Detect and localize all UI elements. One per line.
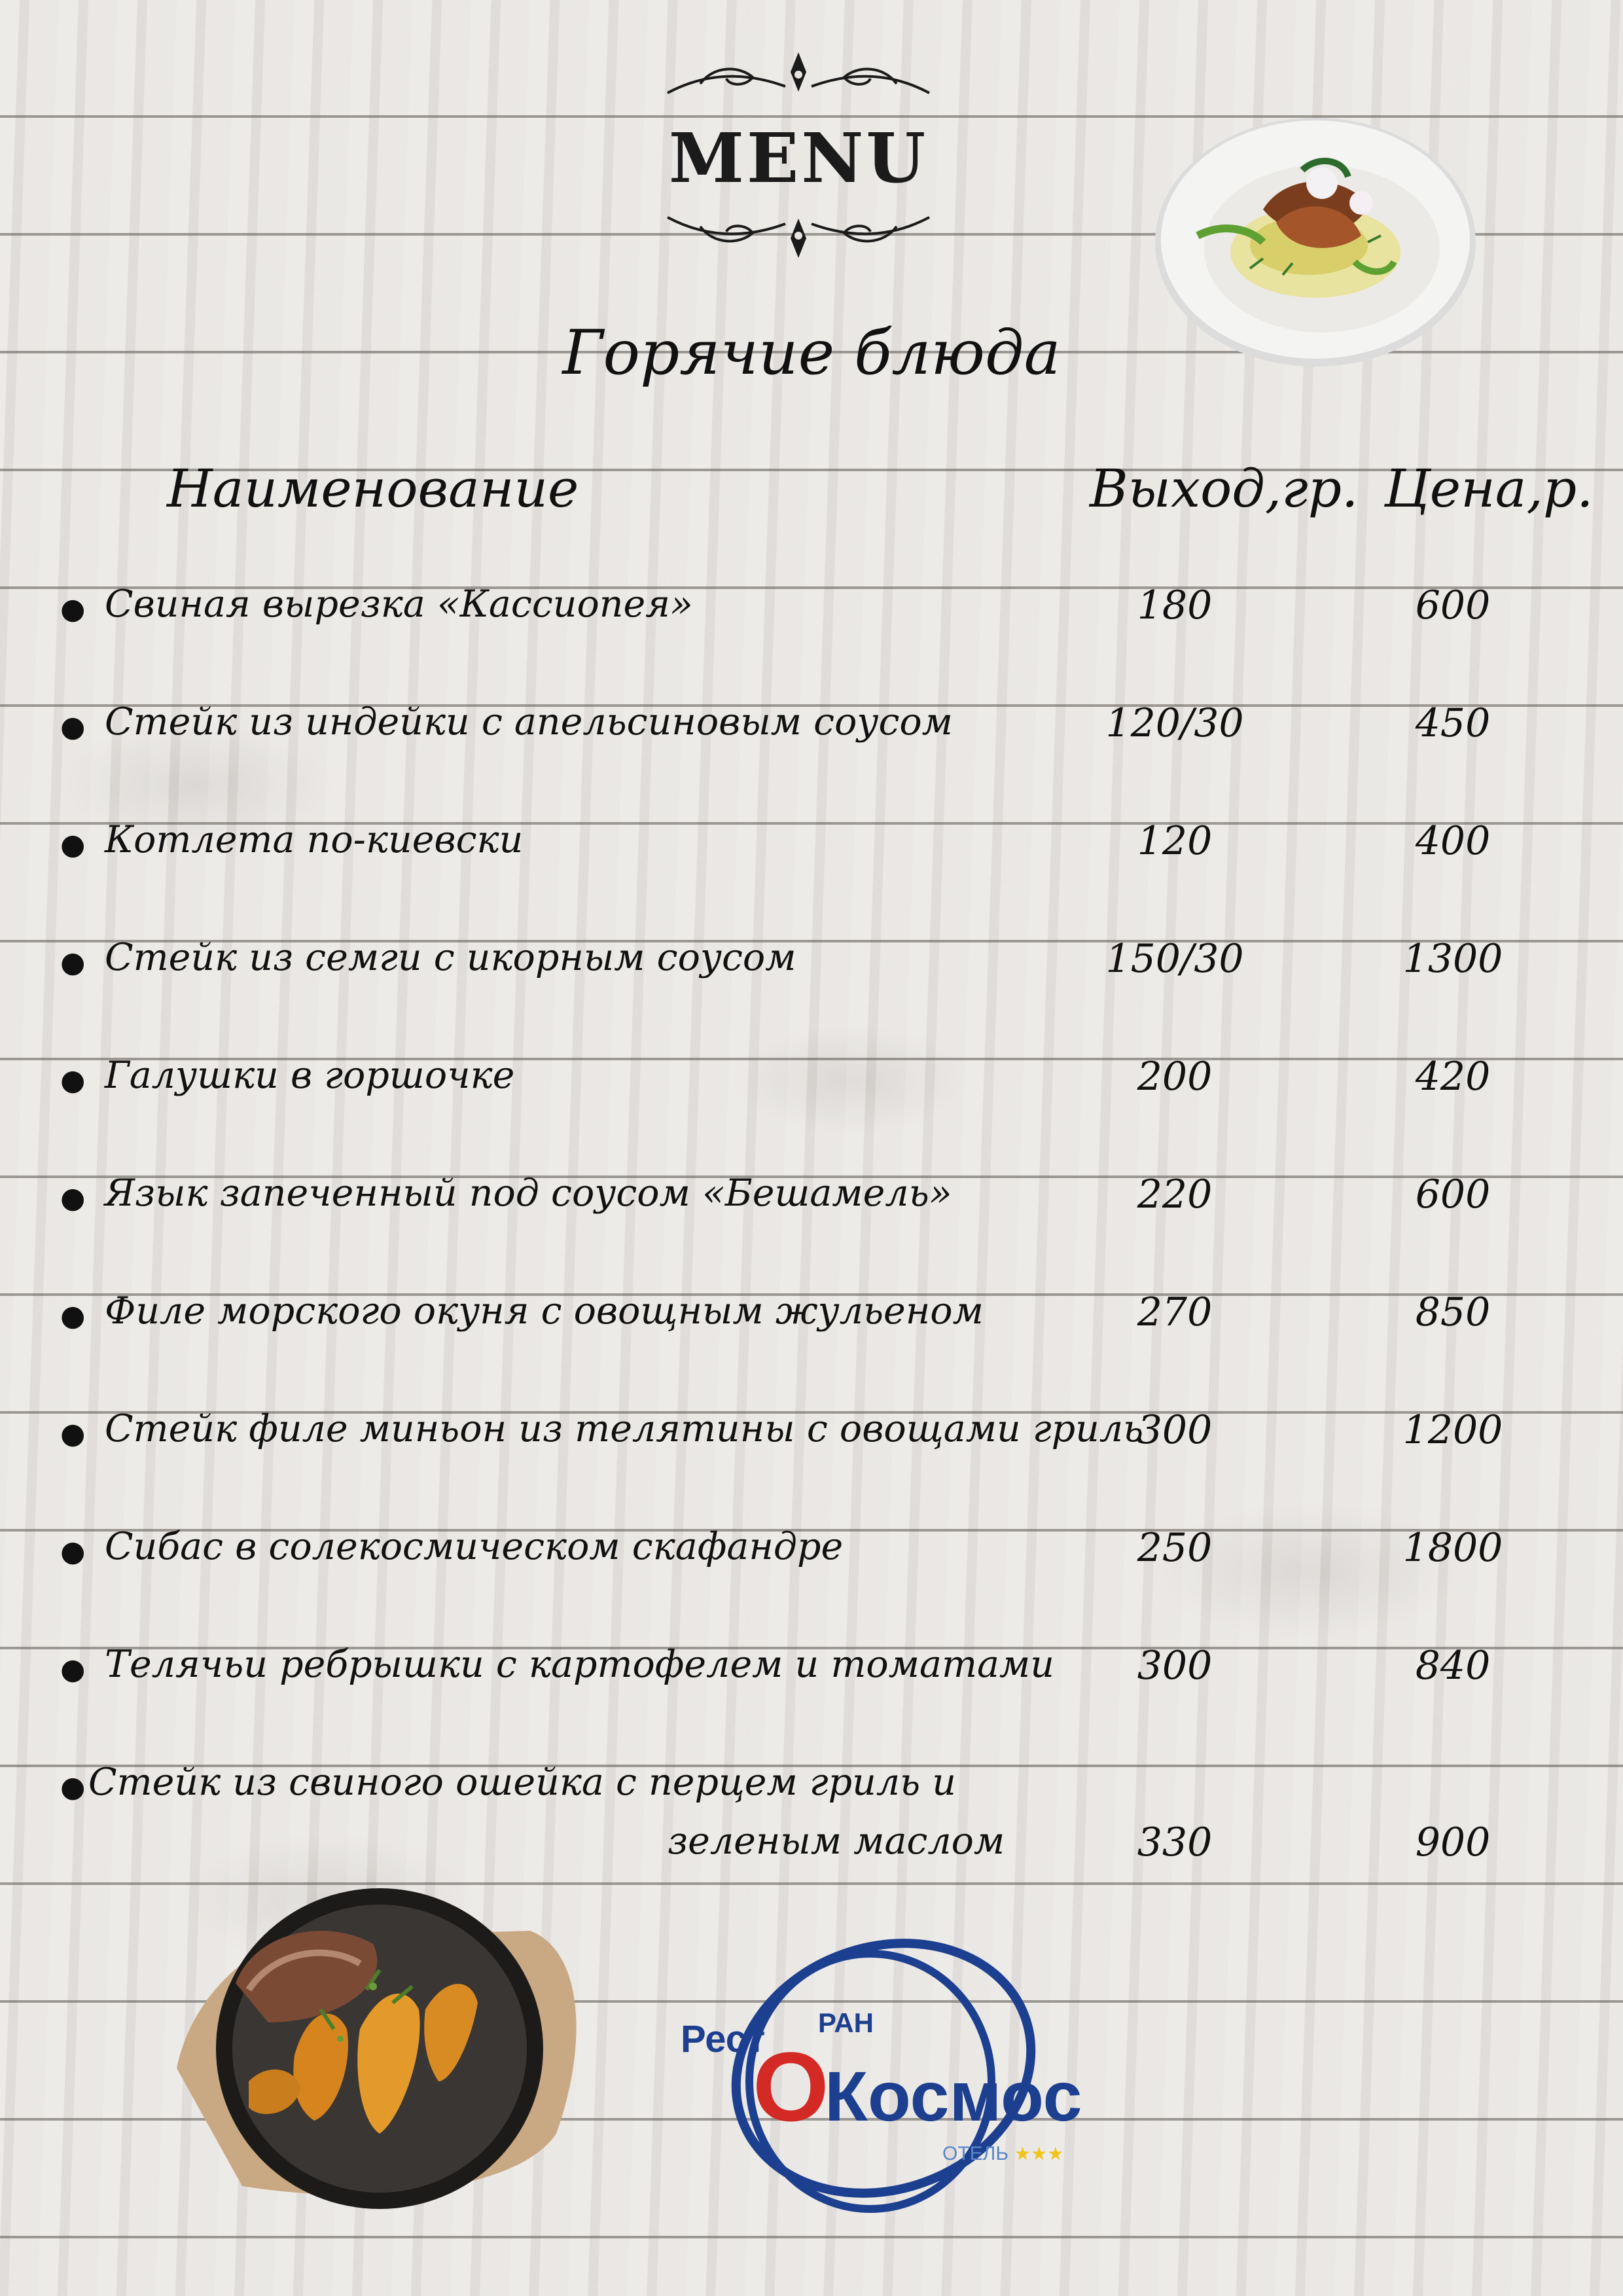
logo-text-rest: Рест [681,2018,766,2060]
logo-text-ran: РАН [818,2007,874,2038]
bullet-icon: ● [60,1181,86,1215]
bullet-icon: ● [60,592,86,626]
dish-price: 420 [1415,1054,1491,1100]
dish-name: Котлета по-киевски [105,818,524,861]
logo-text-kosmos: Космос [825,2056,1082,2136]
dish-name: Стейк из индейки с апельсиновым соусом [105,700,953,744]
logo-text-o: О [753,2032,829,2142]
menu-item [0,569,1623,641]
menu-word: MENU [668,118,929,198]
bullet-icon: ● [60,1064,86,1097]
column-header-price: Цена,р. [1384,458,1594,519]
dish-price: 1800 [1402,1525,1503,1571]
menu-item [0,687,1623,759]
menu-item [0,1276,1623,1348]
star-rating-icon: ★★★ [1014,2143,1064,2164]
bullet-icon: ● [60,828,86,861]
menu-item [0,1394,1623,1466]
dish-price: 1300 [1402,936,1503,982]
menu-item [0,1748,1623,1892]
dish-price: 850 [1415,1289,1491,1335]
dish-weight: 250 [1137,1525,1213,1571]
menu-ornament-logo [654,46,942,262]
bullet-icon: ● [60,1417,86,1450]
dish-weight: 120/30 [1105,700,1244,746]
dish-name: Стейк из семги с икорным соусом [105,936,796,979]
dish-name-line2: зеленым маслом [668,1820,1005,1863]
dish-weight: 270 [1137,1289,1213,1335]
bullet-icon: ● [60,946,86,979]
dish-name: Телячьи ребрышки с картофелем и томатами [105,1643,1054,1686]
dish-weight: 120 [1137,818,1213,864]
menu-item [0,1630,1623,1702]
dish-name: Свиная вырезка «Кассиопея» [105,583,693,626]
dish-price: 840 [1415,1643,1491,1689]
dish-price: 450 [1415,700,1491,746]
skillet-steak-photo [164,1872,596,2212]
dish-name: Стейк филе миньон из телятины с овощами гриль [105,1407,1144,1450]
dish-price: 1200 [1402,1407,1503,1453]
menu-item [0,1512,1623,1584]
page-title: Горячие блюда [562,317,1061,389]
dish-price: 900 [1415,1820,1491,1865]
menu-item [0,1158,1623,1230]
dish-weight: 200 [1137,1054,1213,1100]
dish-name-line1: Стейк из свиного ошейка с перцем гриль и [88,1761,957,1804]
menu-item [0,805,1623,877]
dish-price: 400 [1415,818,1491,864]
bullet-icon: ● [60,1653,86,1686]
bullet-icon: ● [60,1535,86,1568]
bullet-icon: ● [60,1770,86,1804]
dish-name: Филе морского окуня с овощным жульеном [105,1289,984,1333]
restaurant-kosmos-logo [661,1918,1106,2232]
menu-item [0,923,1623,995]
dish-weight: 220 [1137,1172,1213,1217]
column-header-name: Наименование [167,458,579,519]
dish-weight: 330 [1137,1820,1213,1865]
dish-name: Сибас в солекосмическом скафандре [105,1525,844,1568]
dish-price: 600 [1415,1172,1491,1217]
dish-name: Галушки в горшочке [105,1054,515,1097]
dish-weight: 150/30 [1105,936,1244,982]
dish-price: 600 [1415,583,1491,628]
dish-name: Язык запеченный под соусом «Бешамель» [105,1172,952,1215]
logo-text-hotel: ОТЕЛЬ [942,2143,1009,2164]
bullet-icon: ● [60,1299,86,1333]
dish-weight: 300 [1137,1643,1213,1689]
menu-item [0,1041,1623,1113]
column-header-weight: Выход,гр. [1090,458,1359,519]
dish-weight: 300 [1137,1407,1213,1453]
bullet-icon: ● [60,710,86,744]
dish-weight: 180 [1137,583,1213,628]
